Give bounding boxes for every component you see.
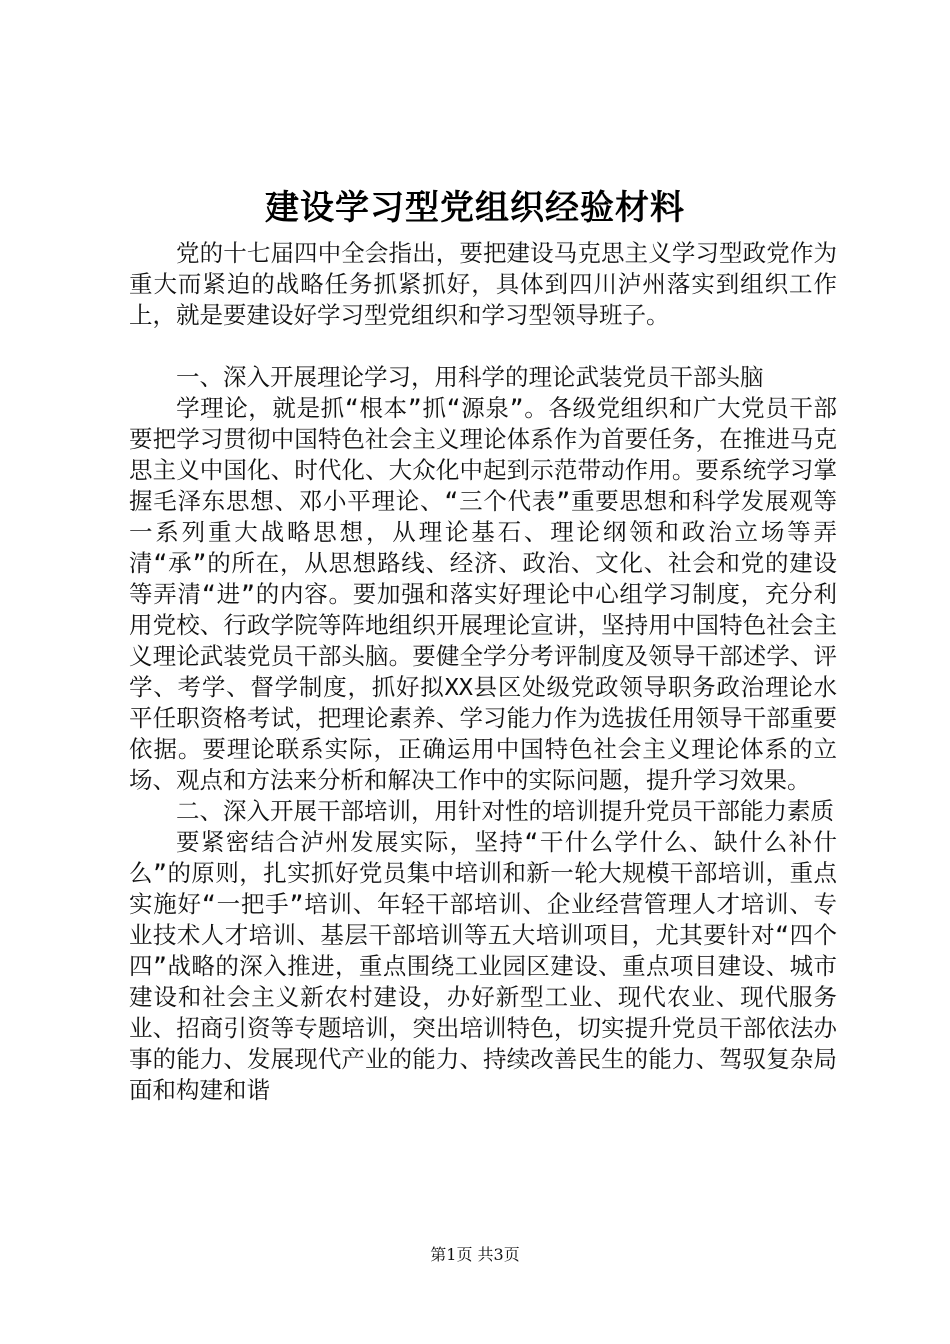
document-title: 建设学习型党组织经验材料 [265, 188, 685, 228]
document-body [129, 238, 837, 1106]
section-heading-2: 二、深入开展干部培训，用针对性的培训提升党员干部能力素质 [176, 797, 834, 825]
page-footer: 第1页 共3页 [430, 1245, 520, 1264]
section-heading-1: 一、深入开展理论学习，用科学的理论武装党员干部头脑 [176, 363, 764, 391]
section-2-paragraph: 要紧密结合泸州发展实际，坚持“干什么学什么、缺什么补什么”的原则，扎实抓好党员集中培训和新一轮大规模干部培训，重点实施好“一把手”培训、年轻干部培训、企业经营管理人才培训、专业技术人才培训、基层干部培训等五大培训项目，尤其要针对“四个四”战略的深入推进，重点围绕工业园区建设、重点项目建设、城市建设和社会主义新农村建设，办好新型工业、现代农业、现代服务业、招商引资等专题培训，突出培训特色，切实提升党员干部依法办事的能力、发展现代产业的能力、持续改善民生的能力、驾驭复杂局面和构建和谐 [129, 828, 837, 1104]
section-1-paragraph: 学理论，就是抓“根本”抓“源泉”。各级党组织和广大党员干部要把学习贯彻中国特色社会主义理论体系作为首要任务，在推进马克思主义中国化、时代化、大众化中起到示范带动作用。要系统学习掌握毛泽东思想、邓小平理论、“三个代表”重要思想和科学发展观等一系列重大战略思想，从理论基石、理论纲领和政治立场等弄清“承”的所在，从思想路线、经济、政治、文化、社会和党的建设等弄清“进”的内容。要加强和落实好理论中心组学习制度，充分利用党校、行政学院等阵地组织开展理论宣讲，坚持用中国特色社会主义理论武装党员干部头脑。要健全学分考评制度及领导干部述学、评学、考学、督学制度，抓好拟XX县区处级党政领导职务政治理论水平任职资格考试，把理论素养、学习能力作为选拔任用领导干部重要依据。要理论联系实际，正确运用中国特色社会主义理论体系的立场、观点和方法来分析和解决工作中的实际问题，提升学习效果。 [129, 394, 837, 794]
intro-paragraph: 党的十七届四中全会指出，要把建设马克思主义学习型政党作为重大而紧迫的战略任务抓紧抓好，具体到四川泸州落实到组织工作上，就是要建设好学习型党组织和学习型领导班子。 [129, 239, 837, 329]
